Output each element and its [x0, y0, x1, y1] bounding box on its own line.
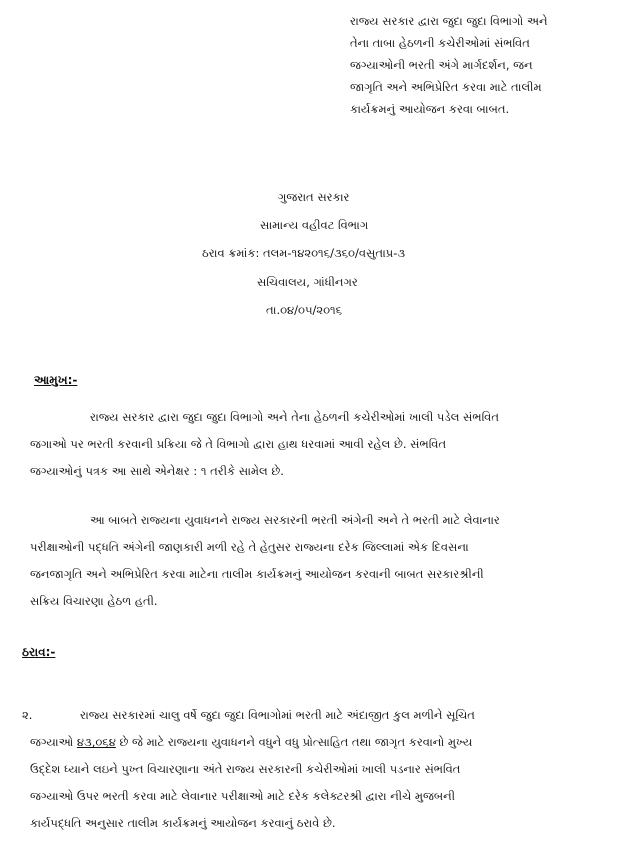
paragraph-line: કાર્યપદ્ધતિ અનુસાર તાલીમ કાર્યક્રમનું આયોજન કરવાનું ઠરાવે છે. — [30, 816, 336, 830]
paragraph-line: જગ્યાઓ ઉપર ભરતી કરવા માટે લેવાનાર પરીક્ષાઓ માટે દરેક કલેક્ટરશ્રી દ્વારા નીચે મુજબની — [30, 789, 456, 803]
item-number: ૨. — [22, 708, 33, 722]
paragraph-line: જનજાગૃતિ અને અભિપ્રેરિત કરવા માટેના તાલીમ કાર્યક્રમનું આયોજન કરવાની બાબત સરકારશ્રીની — [30, 567, 484, 581]
paragraph-line: ઉદ્દેશ ધ્યાને લઇને પુખ્ત વિચારણાના અંતે રાજ્ય સરકારની કચેરીઓમાં ખાલી પડનાર સંભવિત — [30, 762, 461, 776]
paragraph-text: જગ્યાઓ — [30, 735, 77, 749]
paragraph-line: જગાઓ પર ભરતી કરવાની પ્રક્રિયા જે તે વિભાગો દ્વારા હાથ ધરવામાં આવી રહેલ છે. સંભવિત — [30, 437, 447, 451]
paragraph-line: પરીક્ષાઓની પદ્ધતિ અંગેની જાણકારી મળી રહે તે હેતુસર રાજ્યના દરેક જિલ્લામાં એક દિવસના — [30, 540, 469, 554]
preamble-heading: આમુખ:- — [34, 373, 78, 387]
subject-block — [350, 10, 620, 120]
resolution-heading: ઠરાવ:- — [22, 645, 56, 659]
paragraph-line: રાજ્ય સરકાર દ્વારા જુદા જુદા વિભાગો અને તેના હેઠળની કચેરીઓમાં ખાલી પડેલ સંભવિત — [90, 410, 499, 424]
vacancy-count: ૪૩,૦૬૪ — [76, 735, 116, 749]
date: તા.૦૪/૦૫/૨૦૧૬ — [266, 303, 343, 317]
paragraph-line: રાજ્ય સરકારમાં ચાલુ વર્ષે જુદા જુદા વિભાગોમાં ભરતી માટે અંદાજીત કુલ મળીને સૂચિત — [80, 708, 475, 722]
preamble-paragraph-2 — [30, 507, 610, 615]
subject-line: જાગૃતિ અને અભિપ્રેરિત કરવા માટે તાલીમ — [350, 80, 542, 94]
subject-line: જગ્યાઓની ભરતી અંગે માર્ગદર્શન, જન — [350, 58, 533, 72]
government-name: ગુજરાત સરકાર — [278, 190, 350, 204]
preamble-paragraph-1 — [30, 404, 610, 485]
paragraph-line: સક્રિય વિચારણા હેઠળ હતી. — [30, 594, 158, 608]
resolution-number: ઠરાવ ક્રમાંક: તલમ-૧૪૨૦૧૬/૩૬૦/વસુતાપ્ર-૩ — [202, 246, 406, 260]
place: સચિવાલય, ગાંધીનગર — [257, 275, 358, 289]
department-name: સામાન્ય વહીવટ વિભાગ — [260, 218, 369, 232]
paragraph-text: છે જે માટે રાજ્યના યુવાધનને વધુને વધુ પ્રોત્સાહિત તથા જાગૃત કરવાનો મુખ્ય — [115, 735, 473, 749]
resolution-item-2 — [22, 702, 612, 837]
subject-line: તેના તાબા હેઠળની કચેરીઓમાં સંભવિત — [350, 36, 530, 50]
subject-line: રાજ્ય સરકાર દ્વારા જુદા જુદા વિભાગો અને — [350, 14, 548, 28]
paragraph-line: આ બાબતે રાજ્યના યુવાધનને રાજ્ય સરકારની ભરતી અંગેની અને તે ભરતી માટે લેવાનાર — [90, 513, 500, 527]
paragraph-line: જગ્યાઓનું પત્રક આ સાથે એનેક્ષર : ૧ તરીકે સામેલ છે. — [30, 464, 284, 478]
subject-line: કાર્યક્રમનું આયોજન કરવા બાબત. — [350, 102, 510, 116]
